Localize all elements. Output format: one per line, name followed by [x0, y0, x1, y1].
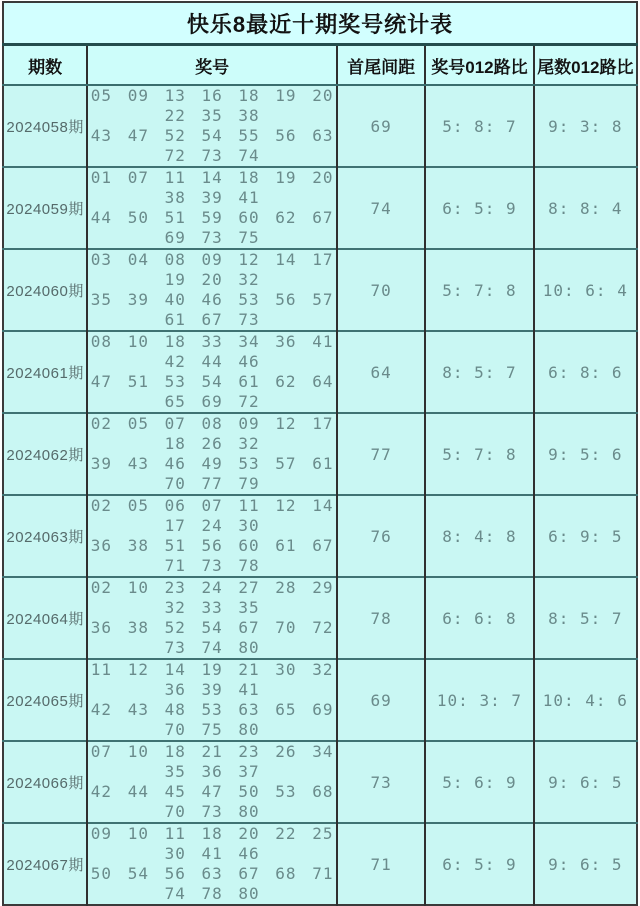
numbers-line-1: 05 09 13 16 18 19 20 22 35 38	[90, 86, 334, 125]
gap-cell: 71	[337, 823, 425, 905]
numbers-line-2: 47 51 53 54 61 62 64 65 69 72	[90, 372, 334, 411]
numbers-line-2: 50 54 56 63 67 68 71 74 78 80	[90, 864, 334, 903]
table-row	[3, 823, 637, 905]
gap-cell: 69	[337, 85, 425, 167]
tail-ratio012-cell: 10: 6: 4	[534, 249, 637, 331]
numbers-line-1: 02 05 06 07 11 12 14 17 24 30	[90, 496, 334, 535]
numbers-line-2: 36 38 51 56 60 61 67 71 73 78	[90, 536, 334, 575]
gap-cell: 77	[337, 413, 425, 495]
gap-cell: 64	[337, 331, 425, 413]
numbers-cell	[87, 495, 337, 577]
ratio012-cell: 6: 6: 8	[425, 577, 533, 659]
numbers-line-2: 43 47 52 54 55 56 63 72 73 74	[90, 126, 334, 165]
table-row	[3, 85, 637, 167]
table-title-row	[3, 2, 637, 45]
page-title: 快乐8最近十期奖号统计表	[3, 2, 637, 45]
column-header-gap: 首尾间距	[337, 45, 425, 86]
ratio012-cell: 5: 8: 7	[425, 85, 533, 167]
tail-ratio012-cell: 10: 4: 6	[534, 659, 637, 741]
period-cell: 2024067期	[3, 823, 87, 905]
tail-ratio012-cell: 9: 3: 8	[534, 85, 637, 167]
numbers-line-2: 44 50 51 59 60 62 67 69 73 75	[90, 208, 334, 247]
numbers-cell	[87, 167, 337, 249]
tail-ratio012-cell: 9: 5: 6	[534, 413, 637, 495]
numbers-line-1: 07 10 18 21 23 26 34 35 36 37	[90, 742, 334, 781]
numbers-cell	[87, 85, 337, 167]
column-header-ratio012: 奖号012路比	[425, 45, 533, 86]
numbers-cell	[87, 659, 337, 741]
ratio012-cell: 8: 5: 7	[425, 331, 533, 413]
table-row	[3, 659, 637, 741]
numbers-line-1: 11 12 14 19 21 30 32 36 39 41	[90, 660, 334, 699]
tail-ratio012-cell: 9: 6: 5	[534, 741, 637, 823]
numbers-cell	[87, 331, 337, 413]
ratio012-cell: 8: 4: 8	[425, 495, 533, 577]
numbers-line-1: 02 10 23 24 27 28 29 32 33 35	[90, 578, 334, 617]
table-header-row	[3, 45, 637, 86]
table-row	[3, 413, 637, 495]
tail-ratio012-cell: 8: 8: 4	[534, 167, 637, 249]
table-row	[3, 249, 637, 331]
table-body	[3, 85, 637, 905]
period-cell: 2024060期	[3, 249, 87, 331]
numbers-cell	[87, 741, 337, 823]
period-cell: 2024059期	[3, 167, 87, 249]
ratio012-cell: 5: 6: 9	[425, 741, 533, 823]
gap-cell: 73	[337, 741, 425, 823]
gap-cell: 76	[337, 495, 425, 577]
numbers-cell	[87, 413, 337, 495]
period-cell: 2024063期	[3, 495, 87, 577]
numbers-line-1: 01 07 11 14 18 19 20 38 39 41	[90, 168, 334, 207]
numbers-line-1: 09 10 11 18 20 22 25 30 41 46	[90, 824, 334, 863]
period-cell: 2024062期	[3, 413, 87, 495]
numbers-line-2: 39 43 46 49 53 57 61 70 77 79	[90, 454, 334, 493]
tail-ratio012-cell: 6: 8: 6	[534, 331, 637, 413]
tail-ratio012-cell: 6: 9: 5	[534, 495, 637, 577]
ratio012-cell: 5: 7: 8	[425, 249, 533, 331]
numbers-line-1: 08 10 18 33 34 36 41 42 44 46	[90, 332, 334, 371]
gap-cell: 69	[337, 659, 425, 741]
ratio012-cell: 6: 5: 9	[425, 167, 533, 249]
numbers-line-2: 36 38 52 54 67 70 72 73 74 80	[90, 618, 334, 657]
table-row	[3, 495, 637, 577]
table-row	[3, 331, 637, 413]
gap-cell: 74	[337, 167, 425, 249]
table-row	[3, 167, 637, 249]
period-cell: 2024066期	[3, 741, 87, 823]
numbers-line-2: 42 43 48 53 63 65 69 70 75 80	[90, 700, 334, 739]
numbers-line-1: 03 04 08 09 12 14 17 19 20 32	[90, 250, 334, 289]
gap-cell: 78	[337, 577, 425, 659]
period-cell: 2024065期	[3, 659, 87, 741]
gap-cell: 70	[337, 249, 425, 331]
table-row	[3, 741, 637, 823]
period-cell: 2024064期	[3, 577, 87, 659]
column-header-period: 期数	[3, 45, 87, 86]
ratio012-cell: 10: 3: 7	[425, 659, 533, 741]
ratio012-cell: 6: 5: 9	[425, 823, 533, 905]
tail-ratio012-cell: 9: 6: 5	[534, 823, 637, 905]
stats-table	[2, 1, 638, 906]
period-cell: 2024061期	[3, 331, 87, 413]
numbers-line-1: 02 05 07 08 09 12 17 18 26 32	[90, 414, 334, 453]
numbers-cell	[87, 577, 337, 659]
ratio012-cell: 5: 7: 8	[425, 413, 533, 495]
tail-ratio012-cell: 8: 5: 7	[534, 577, 637, 659]
period-cell: 2024058期	[6, 118, 84, 136]
column-header-numbers: 奖号	[87, 45, 337, 86]
column-header-tail-ratio012: 尾数012路比	[534, 45, 637, 86]
table-row	[3, 577, 637, 659]
numbers-line-2: 35 39 40 46 53 56 57 61 67 73	[90, 290, 334, 329]
numbers-cell	[87, 249, 337, 331]
numbers-line-2: 42 44 45 47 50 53 68 70 73 80	[90, 782, 334, 821]
numbers-cell	[87, 823, 337, 905]
